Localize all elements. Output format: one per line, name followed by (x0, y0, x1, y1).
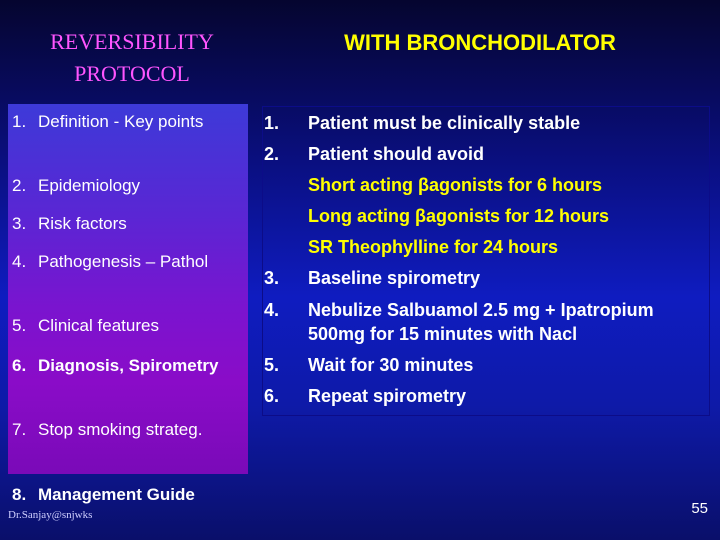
step-text: Short acting βagonists for 6 hours (308, 175, 603, 195)
slide-title: WITH BRONCHODILATOR (344, 30, 616, 55)
sidebar-item-label: Epidemiology (38, 176, 141, 195)
sidebar-item-number: 3. (12, 214, 27, 233)
sidebar-item-management[interactable] (12, 483, 234, 507)
step-number: 1. (264, 113, 280, 133)
sidebar-item-number: 6. (12, 356, 27, 375)
section-title (12, 26, 252, 90)
sidebar-item-clinical-features[interactable] (12, 314, 234, 338)
step-item (262, 350, 712, 381)
step-item (262, 108, 712, 139)
footer-credit: Dr.Sanjay@snjwks (8, 509, 93, 521)
page-number: 55 (691, 500, 708, 517)
sidebar-item-diagnosis[interactable] (12, 354, 234, 378)
sidebar-item-label: Risk factors (38, 214, 127, 233)
step-text: Patient should avoid (308, 144, 485, 164)
sidebar-item-number: 4. (12, 252, 27, 271)
section-title-line-2: PROTOCOL (74, 61, 190, 86)
step-text: Patient must be clinically stable (308, 113, 581, 133)
sidebar-item-number: 5. (12, 316, 27, 335)
step-number: 4. (264, 300, 280, 320)
sidebar-item-label: Pathogenesis – Pathol (38, 252, 209, 271)
sidebar-item-risk-factors[interactable] (12, 212, 234, 236)
step-text: Nebulize Salbuamol 2.5 mg + Ipatropium 500mg for 15 minutes with Nacl (308, 300, 654, 344)
step-number: 5. (264, 355, 280, 375)
step-subitem (262, 232, 712, 263)
step-text: Baseline spirometry (308, 268, 481, 288)
sidebar-item-definition[interactable] (12, 110, 234, 134)
step-item (262, 139, 712, 170)
step-text: SR Theophylline for 24 hours (308, 237, 559, 257)
step-item (262, 294, 712, 350)
sidebar-item-number: 8. (12, 485, 27, 504)
sidebar-item-label: Management Guide (38, 485, 195, 504)
step-number: 2. (264, 144, 280, 164)
step-number: 6. (264, 386, 280, 406)
sidebar-item-label: Definition - Key points (38, 112, 204, 131)
step-text: Long acting βagonists for 12 hours (308, 206, 610, 226)
sidebar-item-number: 1. (12, 112, 27, 131)
sidebar-item-number: 7. (12, 420, 27, 439)
step-item (262, 263, 712, 294)
step-number: 3. (264, 268, 280, 288)
step-item (262, 381, 712, 412)
sidebar-item-stop-smoking[interactable] (12, 418, 234, 442)
sidebar-item-number: 2. (12, 176, 27, 195)
step-subitem (262, 170, 712, 201)
sidebar-item-label: Stop smoking strateg. (38, 420, 203, 439)
sidebar-item-label: Diagnosis, Spirometry (38, 356, 219, 375)
sidebar-item-label: Clinical features (38, 316, 159, 335)
protocol-steps (262, 108, 712, 412)
sidebar-item-pathogenesis[interactable] (12, 250, 234, 274)
step-text: Repeat spirometry (308, 386, 467, 406)
sidebar-item-epidemiology[interactable] (12, 174, 234, 198)
section-title-line-1: REVERSIBILITY (50, 29, 214, 54)
step-text: Wait for 30 minutes (308, 355, 474, 375)
step-subitem (262, 201, 712, 232)
